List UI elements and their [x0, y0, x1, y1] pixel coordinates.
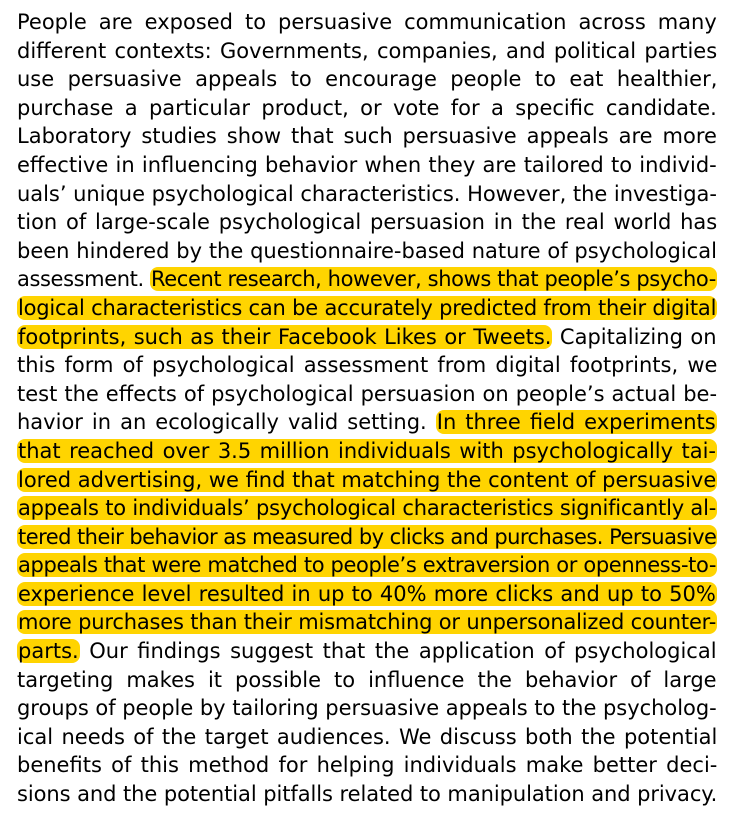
- body-text: Laboratory studies show that such persuasive appeals are more: [17, 124, 717, 149]
- text-line: [17, 294, 717, 323]
- text-line: [17, 780, 717, 809]
- highlighted-text: Recent research, however, shows that people’s psycho-: [151, 267, 716, 292]
- highlighted-text: lored advertising, we find that matching the content of persuasive: [18, 467, 717, 492]
- text-line: [17, 466, 717, 495]
- text-line: [17, 580, 717, 609]
- body-text: ical needs of the target audiences. We discuss both the potential: [17, 724, 718, 749]
- text-line: [17, 180, 717, 209]
- body-text: purchase a particular product, or vote for a specific candidate.: [17, 95, 717, 120]
- text-line: [17, 666, 717, 695]
- text-line: [17, 637, 717, 666]
- text-line: [17, 151, 717, 180]
- text-line: [17, 208, 717, 237]
- body-text: havior in an ecologically valid setting.: [17, 410, 436, 435]
- highlighted-text: logical characteristics can be accurately predicted from their digital: [18, 295, 717, 320]
- text-line: [17, 237, 717, 266]
- body-text: been hindered by the questionnaire-based nature of psychological: [17, 238, 717, 263]
- body-text: effective in influencing behavior when they are tailored to individ-: [17, 152, 717, 177]
- abstract-paragraph: [17, 8, 717, 809]
- text-line: [17, 265, 717, 294]
- body-text: uals’ unique psychological characteristics. However, the investiga-: [17, 181, 717, 206]
- text-line: [17, 494, 717, 523]
- text-line: [17, 351, 717, 380]
- body-text: People are exposed to persuasive communication across many: [17, 10, 717, 34]
- highlighted-text: footprints, such as their Facebook Likes or Tweets.: [18, 324, 552, 349]
- body-text: Capitalizing on: [552, 324, 717, 349]
- body-text: Our findings suggest that the application of psychological: [79, 639, 717, 664]
- body-text: different contexts: Governments, companies, and political parties: [17, 38, 718, 63]
- text-line: [17, 437, 717, 466]
- text-line: [17, 65, 717, 94]
- text-line: [17, 323, 717, 352]
- highlighted-text: experience level resulted in up to 40% more clicks and up to 50%: [18, 581, 716, 606]
- text-line: [17, 694, 717, 723]
- body-text: assessment.: [17, 267, 151, 292]
- highlighted-text: In three field experiments: [436, 410, 716, 435]
- text-line: [17, 94, 717, 123]
- highlighted-text: that reached over 3.5 million individuals with psychologically tai-: [18, 438, 716, 463]
- text-line: [17, 523, 717, 552]
- text-line: [17, 751, 717, 780]
- highlighted-text: tered their behavior as measured by clicks and purchases. Persuasive: [18, 524, 717, 549]
- text-line: [17, 380, 717, 409]
- text-line: [17, 408, 717, 437]
- body-text: benefits of this method for helping individuals make better deci-: [17, 753, 718, 778]
- body-text: test the effects of psychological persuasion on people’s actual be-: [17, 381, 718, 406]
- body-text: use persuasive appeals to encourage people to eat healthier,: [17, 67, 718, 92]
- highlighted-text: appeals to individuals’ psychological characteristics significantly al-: [18, 496, 717, 521]
- body-text: this form of psychological assessment from digital footprints, we: [17, 353, 718, 378]
- body-text: tion of large-scale psychological persuasion in the real world has: [17, 210, 718, 235]
- body-text: sions and the potential pitfalls related to manipulation and privacy.: [17, 782, 718, 807]
- body-text: targeting makes it possible to influence the behavior of large: [17, 667, 717, 692]
- body-text: groups of people by tailoring persuasive appeals to the psycholog-: [17, 696, 717, 721]
- text-line: [17, 551, 717, 580]
- highlighted-text: parts.: [18, 639, 79, 664]
- highlighted-text: more purchases than their mismatching or unpersonalized counter-: [18, 610, 717, 635]
- text-line: [17, 723, 717, 752]
- text-line: [17, 8, 717, 37]
- text-line: [17, 37, 717, 66]
- text-line: [17, 122, 717, 151]
- text-line: [17, 608, 717, 637]
- highlighted-text: appeals that were matched to people’s extraversion or openness-to-: [18, 553, 717, 578]
